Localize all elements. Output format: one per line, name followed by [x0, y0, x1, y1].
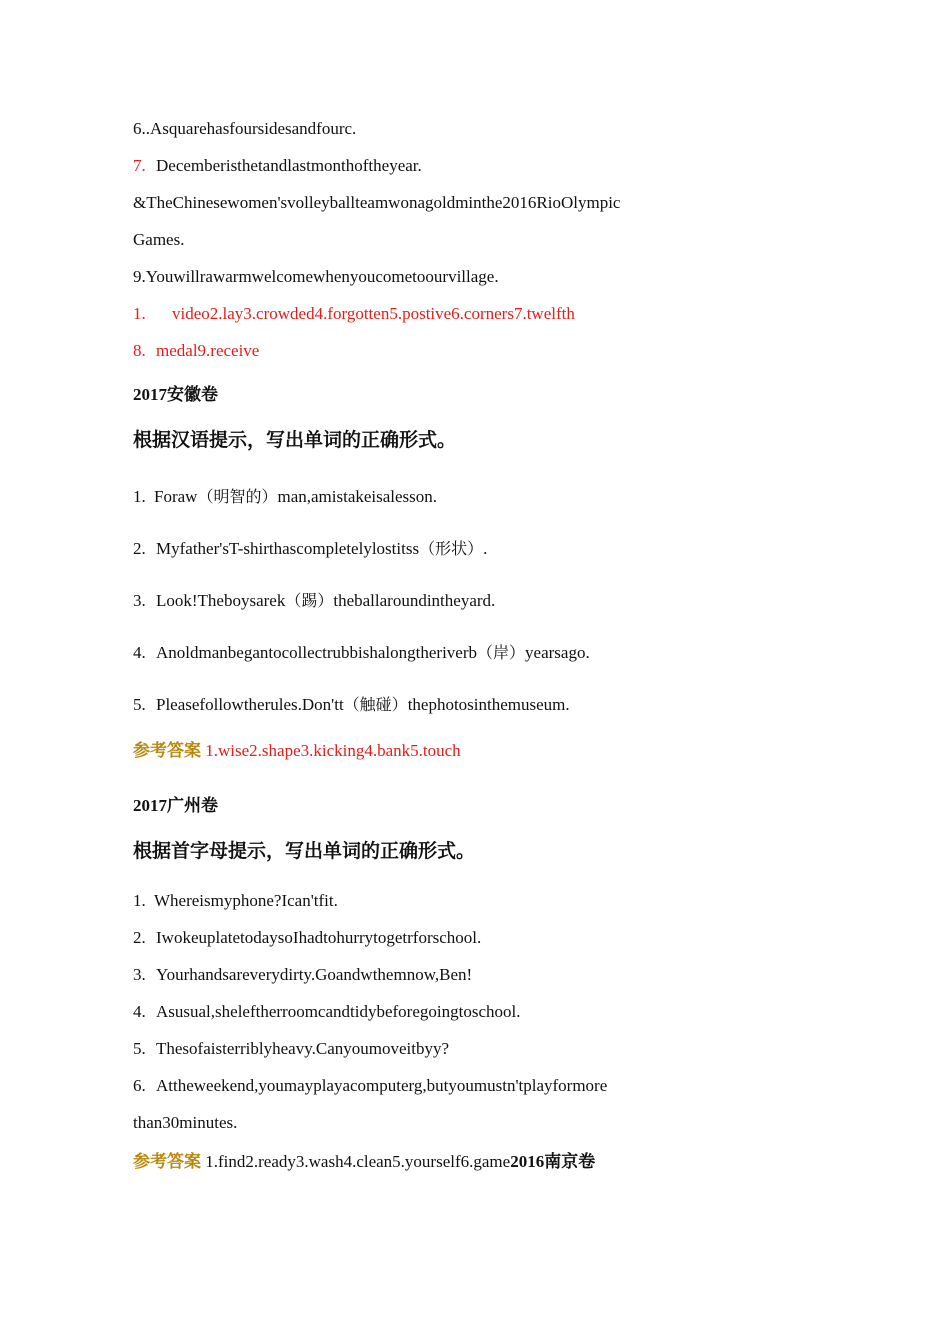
guangzhou-question-4 — [133, 1001, 520, 1023]
guangzhou-question-6-line2: than30minutes. — [133, 1113, 238, 1132]
question-8-line2: Games. — [133, 230, 185, 249]
anhui-q5-hint: （触碰） — [343, 695, 408, 714]
guangzhou-question-2 — [133, 927, 481, 949]
question-7 — [133, 155, 422, 177]
anhui-q4-hint: （岸） — [477, 643, 526, 662]
guangzhou-question-1 — [133, 890, 338, 912]
anhui-q3-number: 3. — [133, 591, 146, 610]
guangzhou-answer-label: 参考答案 — [133, 1152, 201, 1172]
anhui-q1-number: 1. — [133, 487, 146, 506]
guangzhou-question-3 — [133, 964, 472, 986]
anhui-q4-pre: Anoldmanbegantocollectrubbishalongtheriverb — [156, 643, 478, 662]
anhui-question-2 — [133, 538, 487, 560]
guangzhou-q1-number: 1. — [133, 891, 146, 910]
answer-line-2 — [133, 340, 259, 362]
guangzhou-question-6 — [133, 1075, 607, 1097]
guangzhou-q2-text: IwokeuplatetodaysoIhadtohurrytogetrforschool. — [156, 928, 482, 947]
anhui-q3-pre: Look!Theboysarek — [156, 591, 286, 610]
anhui-year: 2017 — [133, 385, 167, 404]
answer-line-1 — [133, 303, 575, 325]
anhui-q2-pre: Myfather'sT-shirthascompletelylostitss — [156, 539, 420, 558]
anhui-q1-pre: Foraw — [154, 487, 198, 506]
anhui-q4-number: 4. — [133, 643, 146, 662]
anhui-q4-post: yearsago. — [525, 643, 590, 662]
guangzhou-q4-text: Asusual,sheleftherroomcandtidybeforegoingtoschool. — [156, 1002, 521, 1021]
anhui-q3-post: theballaroundintheyard. — [333, 591, 496, 610]
question-7-text: Decemberisthetandlastmonthoftheyear. — [156, 156, 422, 175]
anhui-question-4 — [133, 642, 590, 664]
answer-line-2-text: medal9.receive — [156, 341, 260, 360]
anhui-question-5 — [133, 694, 570, 716]
anhui-instruction: 根据汉语提示，写出单词的正确形式。 — [133, 429, 457, 451]
anhui-q1-hint: （明智的） — [197, 487, 278, 506]
anhui-q5-number: 5. — [133, 695, 146, 714]
guangzhou-q6-text: Attheweekend,youmayplayacomputerg,butyoumustn'tplayformore — [156, 1076, 608, 1095]
guangzhou-heading — [133, 795, 218, 817]
guangzhou-q2-number: 2. — [133, 928, 146, 947]
answer-line-1-text: video2.lay3.crowded4.forgotten5.postive6.corners7.twelfth — [172, 304, 575, 323]
anhui-answer-label: 参考答案 — [133, 741, 201, 761]
guangzhou-q4-number: 4. — [133, 1002, 146, 1021]
guangzhou-q1-text: Whereismyphone?Ican'tfit. — [154, 891, 338, 910]
guangzhou-q3-text: Yourhandsareverydirty.Goandwthemnow,Ben! — [156, 965, 473, 984]
answer-line-2-number: 8. — [133, 341, 146, 360]
question-9: 9.Youwillrawarmwelcomewhenyoucometoourvillage. — [133, 267, 499, 286]
guangzhou-question-5 — [133, 1038, 449, 1060]
guangzhou-title: 广州卷 — [167, 796, 218, 816]
guangzhou-q3-number: 3. — [133, 965, 146, 984]
anhui-q2-number: 2. — [133, 539, 146, 558]
question-7-number: 7. — [133, 156, 146, 175]
guangzhou-q5-text: Thesofaisterriblyheavy.Canyoumoveitbyy? — [156, 1039, 450, 1058]
nanjing-year: 2016 — [510, 1152, 545, 1171]
guangzhou-year: 2017 — [133, 796, 167, 815]
question-6: 6..Asquarehasfoursidesandfourc. — [133, 119, 357, 138]
anhui-answer — [133, 740, 461, 762]
guangzhou-q5-number: 5. — [133, 1039, 146, 1058]
anhui-heading — [133, 384, 218, 406]
anhui-q1-post: man,amistakeisalesson. — [277, 487, 438, 506]
nanjing-title: 南京卷 — [544, 1152, 596, 1172]
guangzhou-answer — [133, 1151, 595, 1173]
question-8-line1: &TheChinesewomen'svolleyballteamwonagoldminthe2016RioOlympic — [133, 193, 621, 212]
anhui-question-1 — [133, 486, 437, 508]
anhui-q3-hint: （踢） — [285, 591, 334, 610]
guangzhou-answer-text: 1.find2.ready3.wash4.clean5.yourself6.game — [205, 1152, 511, 1171]
anhui-answer-text: 1.wise2.shape3.kicking4.bank5.touch — [205, 741, 461, 760]
anhui-q2-hint: （形状） — [419, 539, 484, 558]
anhui-title: 安徽卷 — [167, 385, 218, 405]
anhui-q2-post: . — [483, 539, 488, 558]
anhui-q5-post: thephotosinthemuseum. — [407, 695, 570, 714]
anhui-q5-pre: Pleasefollowtherules.Don'tt — [156, 695, 344, 714]
answer-line-1-number: 1. — [133, 304, 146, 323]
guangzhou-instruction: 根据首字母提示，写出单词的正确形式。 — [133, 840, 476, 862]
guangzhou-q6-number: 6. — [133, 1076, 146, 1095]
anhui-question-3 — [133, 590, 495, 612]
